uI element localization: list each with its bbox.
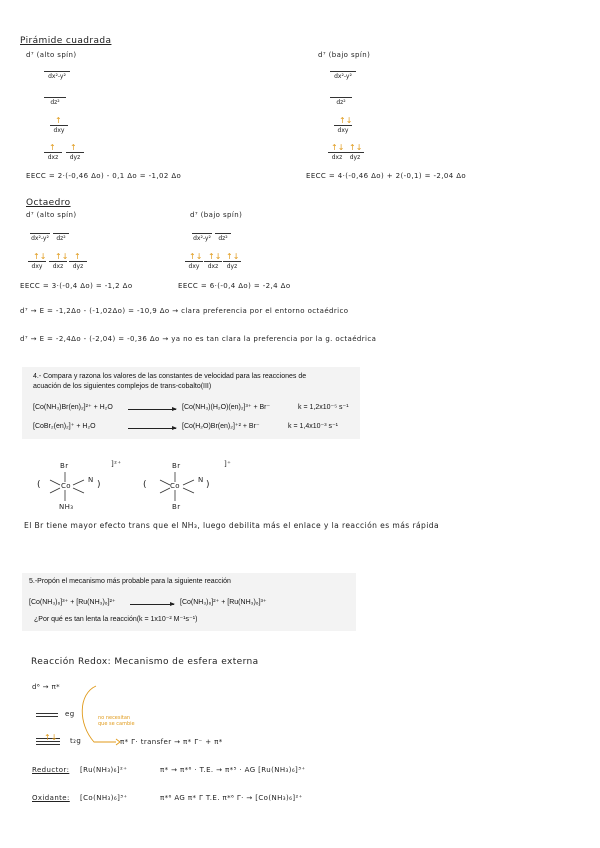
octa-low-eg2: dz² [215,233,231,242]
question-5-title: 5.-Propón el mecanismo más probable para la siguiente reacción [29,578,231,585]
octa-high-eg1: dx²-y² [31,235,49,242]
square-low-orbital-dxz: dxz [328,152,346,161]
question-5-products: [Co(NH₃)₆]²⁺ + [Ru(NH₃)₆]³⁺ [180,599,267,606]
electron-pair-icon: ↑↓ [331,143,345,152]
electron-pair-icon: ↑↓ [349,143,363,152]
square-low-orbital-dx2y2: dx²-y² [330,71,356,80]
electron-arrow-up-icon: ↑ [55,116,62,125]
electron-pair-icon: ↑↓ [226,252,240,261]
mechanism-note-line1: no necesitan [98,715,131,721]
oxidante-formula: [Co(NH₃)₆]³⁺ [80,794,128,802]
reaction-2-products: [Co(H₂O)Br(en)₂]⁺² + Br⁻ [182,423,260,430]
reaction-1-reactants: [Co(NH₃)Br(en)₂]²⁺ + H₂O [33,404,113,411]
structure-2-metal: Co [170,482,180,490]
structure-2-top-ligand: Br [172,462,181,470]
square-title: Pirámide cuadrada [20,36,112,46]
structure-2-n: N [198,476,204,484]
octa-low-t1: dxy [185,261,203,270]
square-high-orbital-dz2: dz² [44,97,66,106]
square-high-eecc: EECC = 2·(-0,46 Δo) - 0,1 Δo = -1,02 Δo [26,172,182,180]
octa-high-t2: dxz [49,261,67,270]
square-low-label: d⁷ (bajo spín) [318,51,371,59]
mechanism-title: Reacción Redox: Mecanismo de esfera externa [31,657,259,667]
structure-2-bottom-ligand: Br [172,503,181,511]
reaction-1-rate-constant: k = 1,2x10⁻⁵ s⁻¹ [298,404,349,411]
structure-1-n: N [88,476,94,484]
octa-title: Octaedro [26,198,71,208]
structure-1-bottom-ligand: NH₃ [59,503,74,511]
reaction-arrow-icon [130,604,174,605]
electron-arrow-up-icon: ↑ [70,143,77,152]
structure-1-charge: ]²⁺ [111,460,122,468]
oxidante-label: Oxidante: [32,794,70,802]
octa-high-t1: dxy [28,261,46,270]
octa-high-eecc: EECC = 3·(-0,4 Δo) = -1,2 Δo [20,282,133,290]
reaction-arrow-icon [128,409,176,410]
octa-low-t3: dyz [223,261,241,270]
electron-arrow-up-icon: ↑ [74,252,81,261]
square-high-orbital-dx2y2: dx²-y² [44,71,70,80]
reductor-formula: [Ru(NH₃)₆]²⁺ [80,766,128,774]
t2g-label: t₂g [70,737,82,745]
octa-low-label: d⁷ (bajo spín) [190,211,243,219]
mechanism-transfer: π* Γ· transfer → π* Γ⁻ + π* [120,738,223,746]
eg-level-line-2 [36,716,58,717]
octa-low-t2: dxz [204,261,222,270]
structure-2-charge: ]⁺ [224,460,232,468]
square-low-orbital-dyz: dyz [346,152,364,161]
eg-label: eg [65,710,75,718]
reaction-2-reactants: [CoBr₂(en)₂]⁺ + H₂O [33,423,96,430]
octa-high-label: d⁷ (alto spín) [26,211,77,219]
bracket-open-icon: ( [143,480,147,490]
answer-4: El Br tiene mayor efecto trans que el NH₃, luego debilita más el enlace y la reacción es más rápida [24,521,440,530]
mechanism-d6: d⁶ → π* [32,683,61,691]
reductor-process: π* → π*⁶ · T.E. → π*⁵ · AG [Ru(NH₃)₆]³⁺ [160,766,306,774]
square-high-label: d⁷ (alto spín) [26,51,77,59]
question-5-reactants: [Co(NH₃)₆]³⁺ + [Ru(NH₃)₆]²⁺ [29,599,116,606]
electron-pair-icon: ↑↓ [55,252,69,261]
t2g-level-line-3 [36,744,60,745]
question-5-question: ¿Por qué es tan lenta la reacción(k = 1x10⁻² M⁻¹s⁻¹) [34,616,198,623]
oxidante-process: π*⁶ AG π* Γ T.E. π*⁶ Γ· → [Co(NH₃)₆]²⁺ [160,794,303,802]
octa-high-t3: dyz [69,261,87,270]
electron-pair-icon: ↑↓ [44,733,58,742]
electron-arrow-up-icon: ↑ [49,143,56,152]
question-4-title-line2: acuación de los siguientes complejos de trans-cobalto(III) [33,383,212,390]
electron-pair-icon: ↑↓ [189,252,203,261]
square-low-orbital-dxy: dxy [334,125,352,134]
square-high-orbital-dyz: dyz [66,152,84,161]
structure-1-top-ligand: Br [60,462,69,470]
bracket-close-icon: ) [97,480,101,490]
structure-1-bonds [40,468,100,504]
square-high-orbital-dxz: dxz [44,152,62,161]
electron-pair-icon: ↑↓ [208,252,222,261]
electron-pair-icon: ↑↓ [33,252,47,261]
structure-2-bonds [150,468,210,504]
octa-low-eecc: EECC = 6·(-0,4 Δo) = -2,4 Δo [178,282,291,290]
comparison-line-1: d⁷ → E = -1,2Δo - (-1,02Δo) = -10,9 Δo → clara preferencia por el entorno octaédrico [20,307,349,315]
bracket-close-icon: ) [206,480,210,490]
square-low-eecc: EECC = 4·(-0,46 Δo) + 2(-0,1) = -2,04 Δo [306,172,467,180]
structure-1-metal: Co [61,482,71,490]
reaction-1-products: [Co(NH₃)(H₂O)(en)₂]³⁺ + Br⁻ [182,404,271,411]
electron-pair-icon: ↑↓ [339,116,353,125]
eg-level-line-1 [36,713,58,714]
bracket-open-icon: ( [37,480,41,490]
square-high-orbital-dxy: dxy [50,125,68,134]
reaction-arrow-icon [128,428,176,429]
reductor-label: Reductor: [32,766,70,774]
octa-low-eg1: dx²-y² [193,235,211,242]
mechanism-note-line2: que se cambie [98,721,135,727]
square-low-orbital-dz2: dz² [330,97,352,106]
comparison-line-2: d⁷ → E = -2,4Δo - (-2,04) = -0,36 Δo → ya no es tan clara la preferencia por la g. octaédrica [20,335,377,343]
octa-high-eg2: dz² [53,233,69,242]
reaction-2-rate-constant: k = 1,4x10⁻³ s⁻¹ [288,423,338,430]
question-4-title-line1: 4.- Compara y razona los valores de las constantes de velocidad para las reacciones de [33,373,307,380]
